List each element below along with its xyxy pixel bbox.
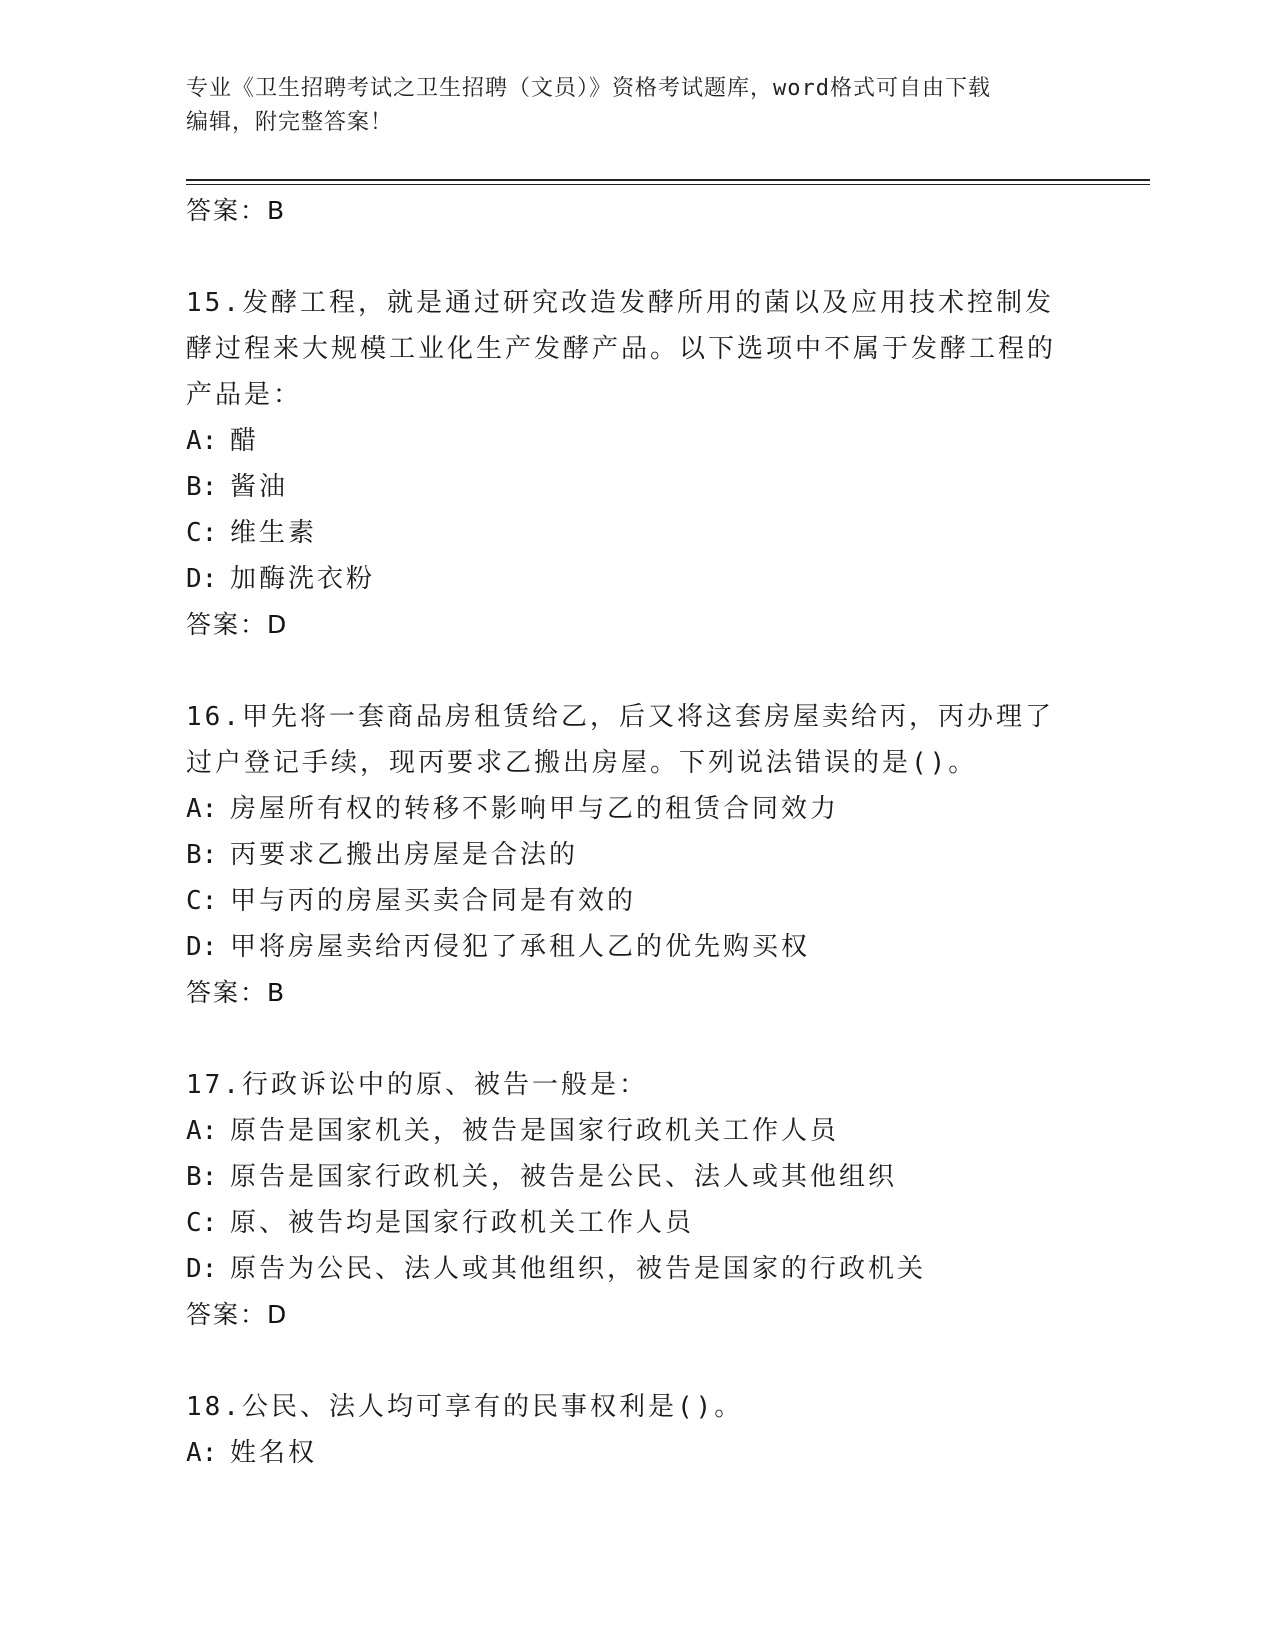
option-a (186, 1108, 1086, 1154)
answer-line: 答案：D (186, 1300, 289, 1329)
option-letter: C: (186, 518, 218, 548)
option-letter: B: (186, 472, 218, 502)
spacer (186, 1338, 1086, 1384)
question-text: 16.甲先将一套商品房租赁给乙，后又将这套房屋卖给丙，丙办理了过户登记手续，现丙要求乙搬出房屋。下列说法错误的是()。 (186, 702, 1054, 778)
option-letter: C: (186, 886, 218, 916)
option-text: 姓名权 (230, 1438, 318, 1468)
option-b (186, 1154, 1086, 1200)
option-c (186, 878, 1086, 924)
option-letter: C: (186, 1208, 218, 1238)
option-a (186, 1430, 1086, 1476)
question-text: 18.公民、法人均可享有的民事权利是()。 (186, 1392, 744, 1422)
option-text: 丙要求乙搬出房屋是合法的 (230, 840, 579, 870)
answer-line: 答案：B (186, 978, 287, 1007)
option-a (186, 418, 1086, 464)
header-divider-thin (186, 184, 1150, 185)
question-text: 17.行政诉讼中的原、被告一般是： (186, 1070, 648, 1100)
option-b (186, 832, 1086, 878)
option-text: 维生素 (230, 518, 318, 548)
option-text: 醋 (230, 426, 260, 456)
option-text: 原告为公民、法人或其他组织，被告是国家的行政机关 (230, 1254, 927, 1284)
option-text: 原、被告均是国家行政机关工作人员 (230, 1208, 695, 1238)
spacer (186, 1016, 1086, 1062)
option-b (186, 464, 1086, 510)
option-d (186, 924, 1086, 970)
option-letter: A: (186, 1438, 218, 1468)
option-text: 甲将房屋卖给丙侵犯了承租人乙的优先购买权 (230, 932, 811, 962)
header-line-2: 编辑，附完整答案！ (186, 110, 394, 135)
question-block (186, 1384, 1086, 1476)
option-a (186, 786, 1086, 832)
question-text: 15.发酵工程，就是通过研究改造发酵所用的菌以及应用技术控制发酵过程来大规模工业化生产发酵产品。以下选项中不属于发酵工程的产品是： (186, 288, 1057, 410)
option-letter: A: (186, 1116, 218, 1146)
question-block (186, 694, 1086, 1016)
question-block (186, 1062, 1086, 1338)
option-letter: B: (186, 1162, 218, 1192)
answer-line: 答案：B (186, 196, 287, 225)
option-d (186, 1246, 1086, 1292)
option-letter: D: (186, 1254, 218, 1284)
option-d (186, 556, 1086, 602)
spacer (186, 234, 1086, 280)
option-text: 加酶洗衣粉 (230, 564, 376, 594)
header-divider-thick (186, 179, 1150, 181)
question-block (186, 280, 1086, 648)
page-header (186, 72, 1086, 140)
option-letter: A: (186, 794, 218, 824)
option-c (186, 510, 1086, 556)
option-c (186, 1200, 1086, 1246)
answer-line: 答案：D (186, 610, 289, 639)
option-text: 原告是国家行政机关，被告是公民、法人或其他组织 (230, 1162, 898, 1192)
spacer (186, 648, 1086, 694)
option-text: 原告是国家机关，被告是国家行政机关工作人员 (230, 1116, 840, 1146)
option-text: 甲与丙的房屋买卖合同是有效的 (230, 886, 637, 916)
option-text: 房屋所有权的转移不影响甲与乙的租赁合同效力 (230, 794, 840, 824)
option-letter: D: (186, 932, 218, 962)
header-line-1: 专业《卫生招聘考试之卫生招聘（文员）》资格考试题库，word格式可自由下载 (186, 76, 991, 101)
option-letter: A: (186, 426, 218, 456)
option-text: 酱油 (230, 472, 289, 502)
option-letter: D: (186, 564, 218, 594)
document-body (186, 188, 1086, 1476)
option-letter: B: (186, 840, 218, 870)
